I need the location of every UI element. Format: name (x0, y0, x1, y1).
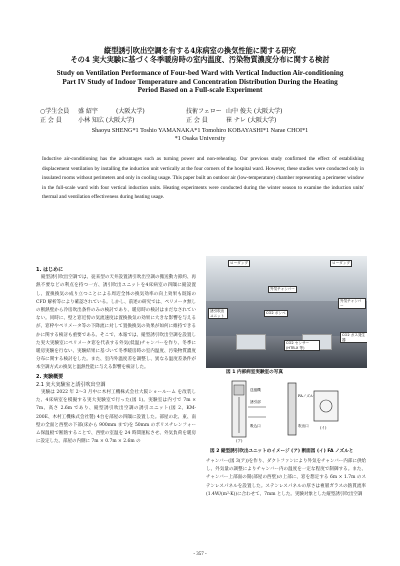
airflow-arrows (248, 407, 266, 417)
section-heading: 1. はじめに (36, 267, 64, 273)
affiliation: *1 Osaka University (174, 134, 226, 142)
diagram-label: FAノズル (298, 394, 314, 398)
photo-label: 外気チャンバー (338, 298, 366, 309)
authors-jp (40, 108, 370, 125)
page-number: - 357 - (193, 552, 207, 557)
authors-row-1 (40, 108, 370, 117)
fan-box (234, 385, 244, 395)
nozzle-detail (314, 391, 338, 421)
abstract: Inductive air-conditioning has the advantages such as turning power and non-reheating. Our previous study confirmed the effect of establishing displacement ventilation by installing the induction unit vertically at the four corners of the hospital ward. However, these studies were conducted only in insulated rooms without perimeters and only in cooling usage. This paper built an outdoor air (low-temperature) chamber representing a perimeter window in the full-scale ward with four vertical induction units. Heating experiments were conducted during the winter season to examine the induction units' thermal and ventilation effectiveness during heating usage. (42, 156, 364, 201)
paragraph: 縦型誘引吹出空調では、従来型の天井設置誘引吹出空調の搬送動力節約、再熱不要などの利点を持つ一方、誘引吹出ユニットを4床病室の四隅に縦設置し、置換換気の成り立つことによる周辺全体の換気効率の向上効果も既報の CFD 解析等により確認されている。しかし、前述の研究では、ペリメータ無しの断熱壁から冷房吹出条件のみの検討であり、暖房時の検討はまだなされていない。同時に、壁と窓近傍の気流速度は置換換気の効果に大きな影響を与えるが、窓枠やペリメータ等の下降流に対して置換換気の効果が如何に維持できるかに関する検討も重要である。そこで、本報では、縦型誘引吹出空調を設置した実大実験室にペリメータ窓を代表する外気(低温)チャンバーを作り、冬季に暖房実験を行ない、実験結果に基づいて冬季暖房時の室内温度、汚染物質濃度分布に関する検討をした。また、室内外温度差を調整し、異なる温度差条件が本空調方式の換気と温熱性能に与える影響を検討した。 (36, 275, 197, 371)
authors-row-2 (40, 117, 370, 126)
diagram-label: (ア) (236, 439, 243, 443)
diagram-label: 送風機 (250, 388, 261, 392)
subsection-heading: 2.1 実大実験室と誘引吹出空調 (36, 381, 106, 388)
diagram-label: 吸込口 (250, 424, 261, 428)
author-role: 正 会 員 (40, 116, 62, 124)
photo-label: CO2 センサー (HTB-X 等) (284, 340, 320, 351)
photo-label: CO2 ボンベ (266, 311, 286, 315)
authors-en (0, 127, 400, 142)
author-role: 正 会 員 (186, 116, 208, 124)
section-heading: 2. 実験概要 (36, 373, 64, 380)
title-jp-line-2: その4 実大実験に基づく冬季暖房時の室内温度、汚染物質濃度分布に関する検討 (70, 55, 330, 64)
left-column (36, 266, 196, 446)
diagram-label: 吹出口 (298, 424, 309, 428)
photo-label: CO2 ガス発生器 (340, 332, 367, 343)
paragraph: チャンバー(図 3(ア))を作り、ダクトファンにより外気をチャンバー内部に供給し、外気量の調整によりチャンバー内の温度を一定な程度で制御する。また、チャンバー上部面の開(部屋の西壁)の上部に、窓を想定する 6m × 1.7m のステンレスパネルを設置した。ステンレスパネルの厚さは複層ガラスの熱貫流率(1.4W/(m²·K))に合わせて、7mm とした。実験対象とした縦型誘引吹出空調 (206, 459, 366, 497)
diagram-label: (イ) (320, 426, 327, 430)
title-en-line-1: Study on Ventilation Performance of Four-bed Ward with Vertical Induction Air-conditioning (56, 69, 344, 77)
figure-2-diagram (222, 377, 352, 443)
author-role: 技術フェロー (186, 108, 222, 115)
title-en-line-2: Part IV Study of Indoor Temperature and Concentration Distribution During the Heating (62, 77, 338, 86)
figure-1-caption: 図 1 内部病室実験室の写真 (226, 370, 283, 375)
author-affil: (大阪大学) (116, 108, 145, 115)
bed (236, 334, 266, 350)
title-en (0, 69, 400, 95)
paragraph: 実験は 2022 年 2～3 月中に木村工機株式会社大阪ショールーム を改装した、4床病室を模擬する実大実験室で行った(図 1)。実験室は内寸で 7m × 7m、高さ 2.6m であり、縦型誘引吹出空調の誘引ユニット(図 2、KM-200E、木村工機株式会社製) 4台を部屋の四隅に設置した。部屋の北、東、南壁の全面と西壁の下部(床から 900mm まで)を 50mm のポリスチレンフォーム保温板で断熱することで、西壁の室温を 24 時間運転させ、外気負荷を暖房に設定した。部屋の内側に 7m × 0.7m × 2.6m の (36, 390, 196, 445)
title-jp (0, 46, 400, 64)
author-name: 盛 紹宇 (78, 108, 98, 115)
title-en-line-3: Period Based on a Full-scale Experiment (137, 86, 263, 95)
title-jp-line-1: 縦型誘引吹出空調を有する4床病室の換気性能に関する研究 (104, 46, 296, 55)
author-role: ○学生会員 (40, 108, 70, 115)
figure-1-photo (206, 256, 367, 368)
photo-label: 誘引吹出ユニット (208, 308, 228, 319)
author-name: 山中 俊夫 (大阪大学) (226, 108, 283, 115)
authors-en-names: Shaoyu SHENG*1 Toshio YAMANAKA*1 Tomohiro KOBAYASHI*1 Narae CHOI*1 (91, 127, 309, 134)
photo-label: ローダンプ (332, 261, 351, 265)
photo-label: 外気チャンバー (270, 287, 295, 291)
right-column (206, 458, 366, 499)
photo-label: ローダンプ (230, 261, 249, 265)
diagram-label: 誘引部 (250, 400, 261, 404)
author-name: 崔 ナレ (大阪大学) (226, 116, 277, 124)
author-name: 小林 知広 (大阪大学) (78, 116, 135, 124)
nozzle-body (288, 383, 296, 435)
figure-2-caption: 図 2 縦型誘引吹出ユニットのイメージ (ア) 断面図 (イ) FA ノズルと (210, 449, 354, 454)
